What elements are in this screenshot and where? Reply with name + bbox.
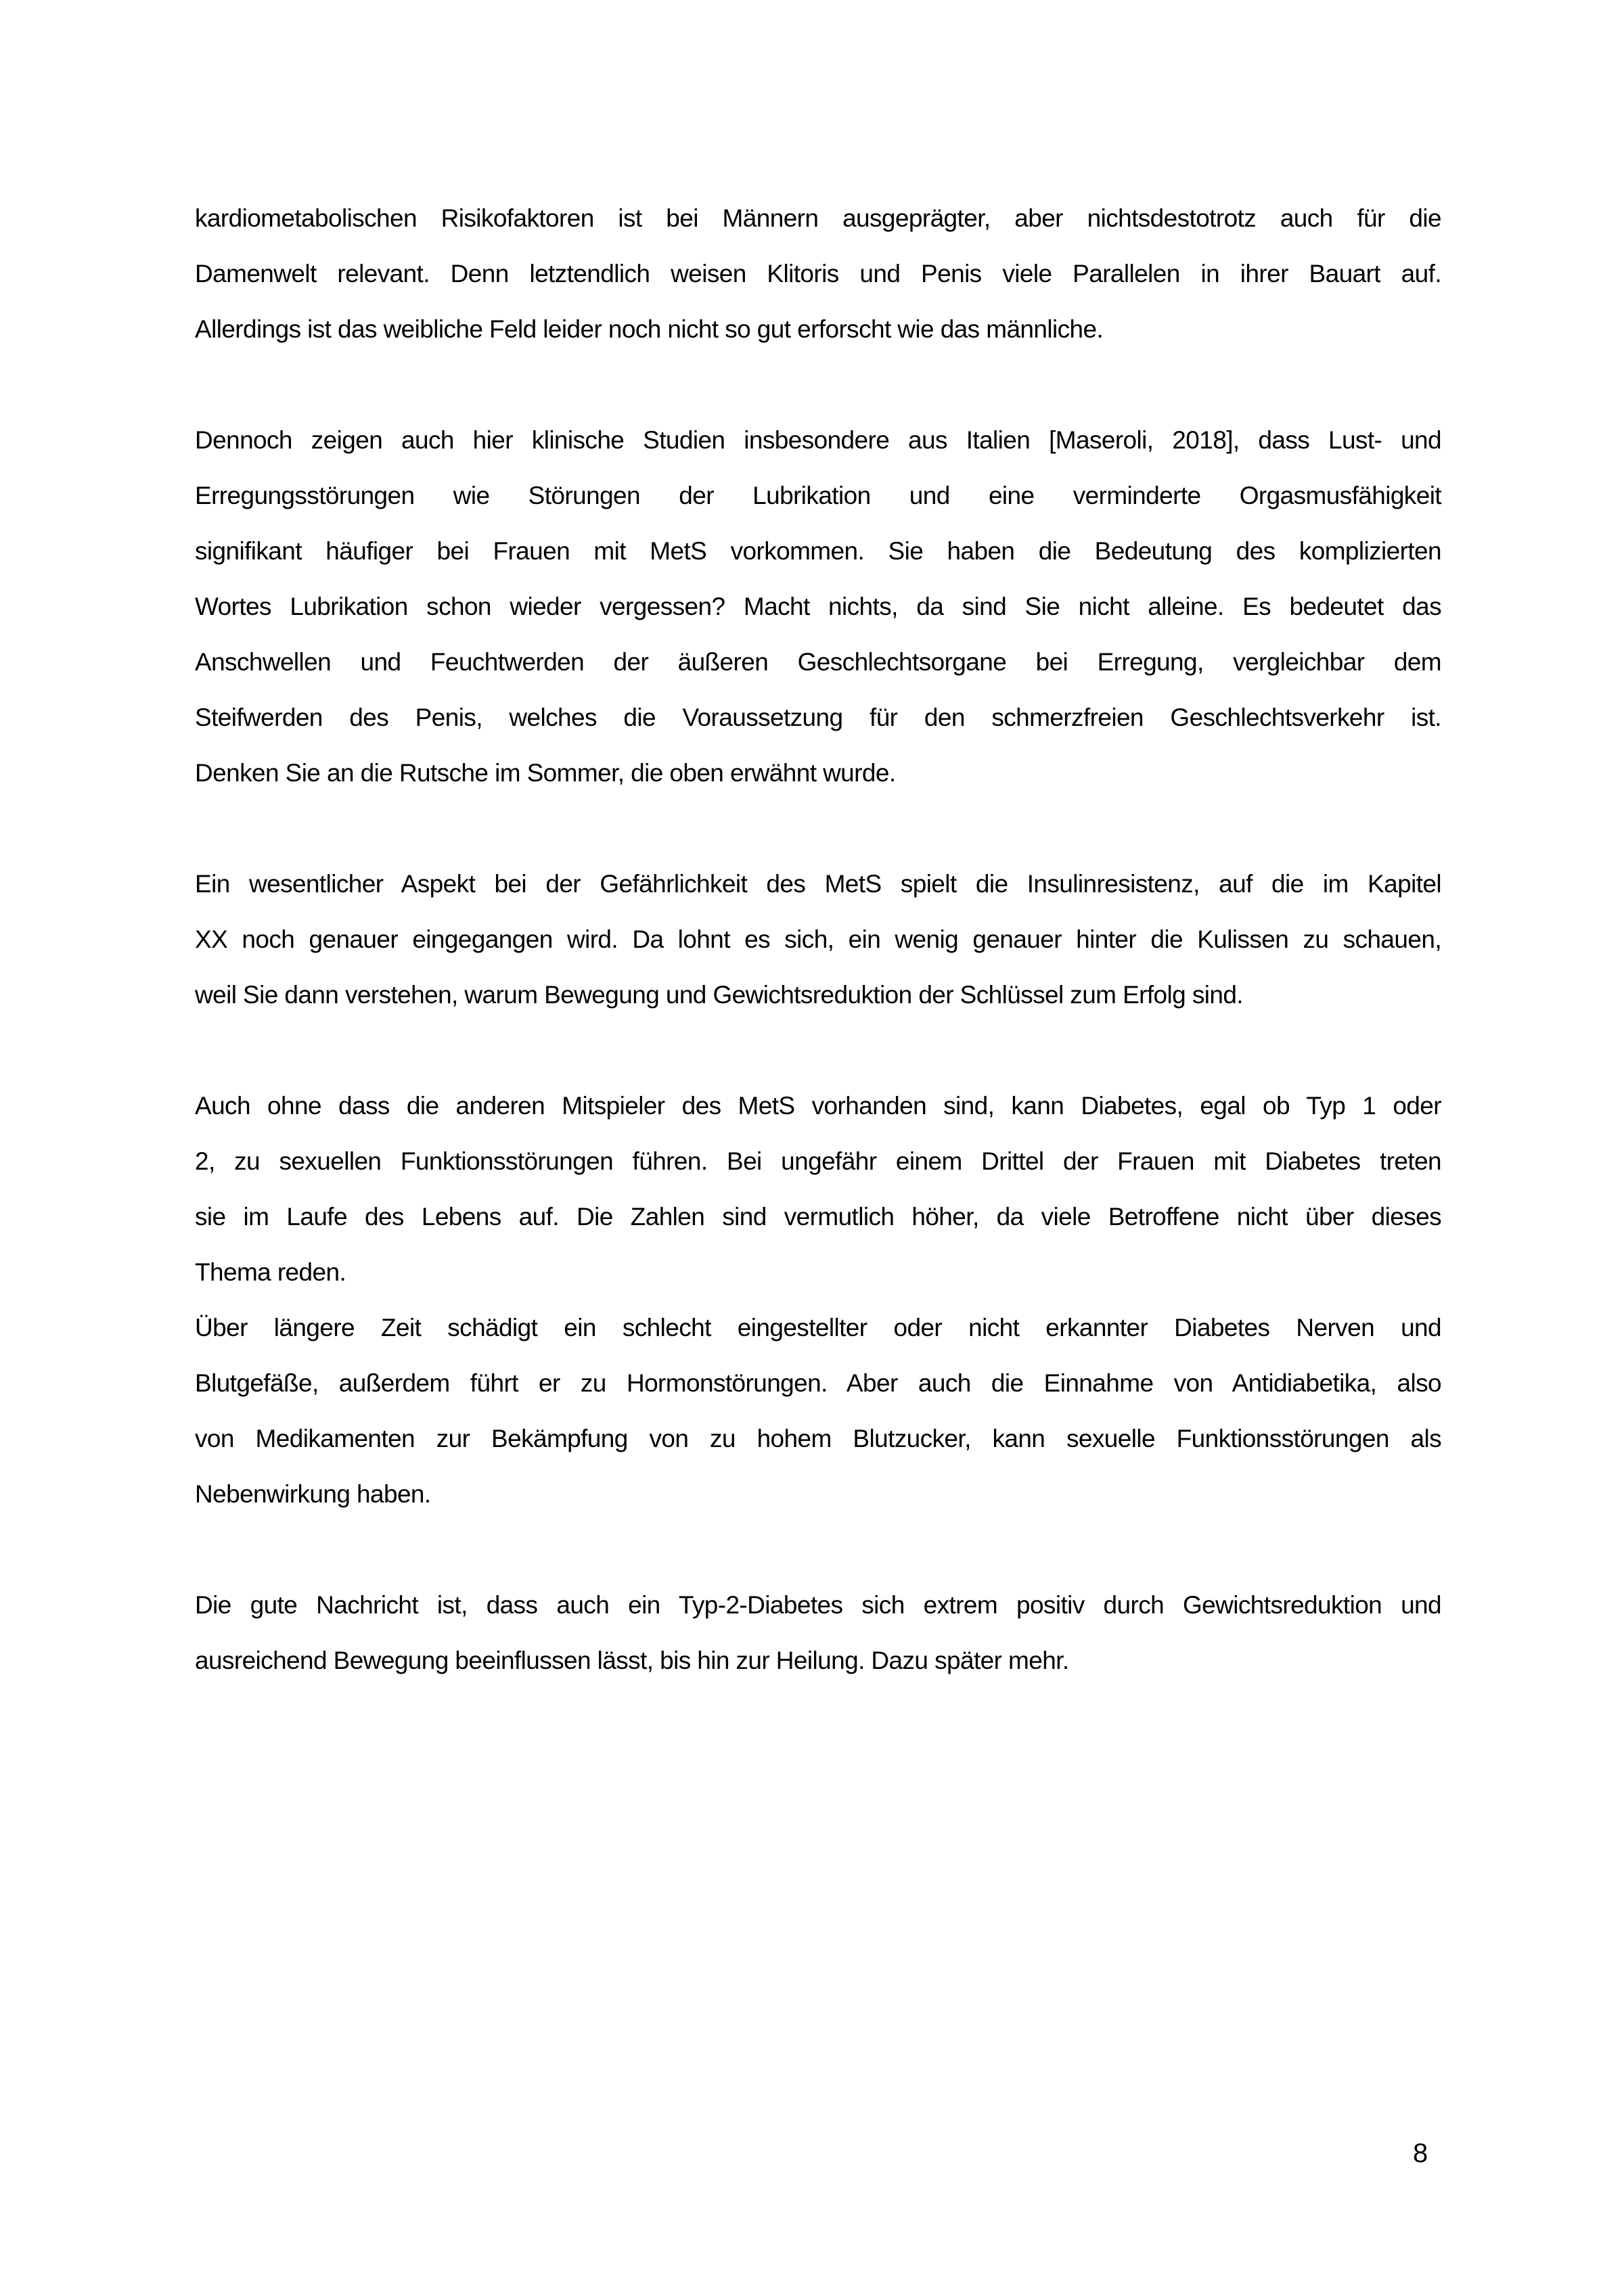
text-line: weil Sie dann verstehen, warum Bewegung und Gewichtsreduktion der Schlüssel zum Erfolg sind. <box>195 981 1243 1009</box>
text-line: Steifwerden des Penis, welches die Voraussetzung für den schmerzfreien Geschlechtsverkehr ist. <box>195 704 1441 731</box>
text-line: kardiometabolischen Risikofaktoren ist bei Männern ausgeprägter, aber nichtsdestotrotz auch für die <box>195 204 1441 232</box>
text-line: Damenwelt relevant. Denn letztendlich weisen Klitoris und Penis viele Parallelen in ihrer Bauart auf. <box>195 260 1441 288</box>
text-line: Thema reden. <box>195 1258 346 1286</box>
text-line: Die gute Nachricht ist, dass auch ein Typ-2-Diabetes sich extrem positiv durch Gewichtsreduktion und <box>195 1591 1441 1619</box>
text-line: Über längere Zeit schädigt ein schlecht eingestellter oder nicht erkannter Diabetes Nerven und <box>195 1314 1441 1341</box>
page-number: 8 <box>1413 2138 1428 2168</box>
paragraph-risk-factors <box>195 191 1441 357</box>
text-line: sie im Laufe des Lebens auf. Die Zahlen sind vermutlich höher, da viele Betroffene nicht über dieses <box>195 1203 1441 1231</box>
text-line: Ein wesentlicher Aspekt bei der Gefährlichkeit des MetS spielt die Insulinresistenz, auf die im Kapitel <box>195 870 1441 898</box>
text-line: Dennoch zeigen auch hier klinische Studien insbesondere aus Italien [Maseroli, 2018], dass Lust- und <box>195 426 1441 454</box>
text-line: von Medikamenten zur Bekämpfung von zu hohem Blutzucker, kann sexuelle Funktionsstörungen als <box>195 1425 1441 1452</box>
text-line: Auch ohne dass die anderen Mitspieler des MetS vorhanden sind, kann Diabetes, egal ob Typ 1 oder <box>195 1092 1441 1120</box>
text-line: Erregungsstörungen wie Störungen der Lubrikation und eine verminderte Orgasmusfähigkeit <box>195 482 1441 509</box>
text-line: Wortes Lubrikation schon wieder vergessen? Macht nichts, da sind Sie nicht alleine. Es bedeutet das <box>195 593 1441 620</box>
paragraph-good-news <box>195 1578 1441 1689</box>
text-line: ausreichend Bewegung beeinflussen lässt, bis hin zur Heilung. Dazu später mehr. <box>195 1647 1069 1674</box>
document-page-body <box>195 191 1441 1744</box>
paragraph-diabetes-damage <box>195 1300 1441 1522</box>
text-line: Allerdings ist das weibliche Feld leider noch nicht so gut erforscht wie das männliche. <box>195 315 1104 343</box>
text-line: signifikant häufiger bei Frauen mit MetS vorkommen. Sie haben die Bedeutung des komplizierten <box>195 537 1441 565</box>
text-line: Denken Sie an die Rutsche im Sommer, die oben erwähnt wurde. <box>195 759 896 787</box>
paragraph-clinical-studies <box>195 413 1441 801</box>
text-line: XX noch genauer eingegangen wird. Da lohnt es sich, ein wenig genauer hinter die Kulissen zu schauen, <box>195 925 1441 953</box>
text-line: Blutgefäße, außerdem führt er zu Hormonstörungen. Aber auch die Einnahme von Antidiabetika, also <box>195 1369 1441 1397</box>
text-line: 2, zu sexuellen Funktionsstörungen führen. Bei ungefähr einem Drittel der Frauen mit Diabetes treten <box>195 1147 1441 1175</box>
text-line: Nebenwirkung haben. <box>195 1480 431 1508</box>
paragraph-insulin-resistance <box>195 856 1441 1023</box>
text-line: Anschwellen und Feuchtwerden der äußeren Geschlechtsorgane bei Erregung, vergleichbar dem <box>195 648 1441 676</box>
paragraph-diabetes <box>195 1078 1441 1300</box>
